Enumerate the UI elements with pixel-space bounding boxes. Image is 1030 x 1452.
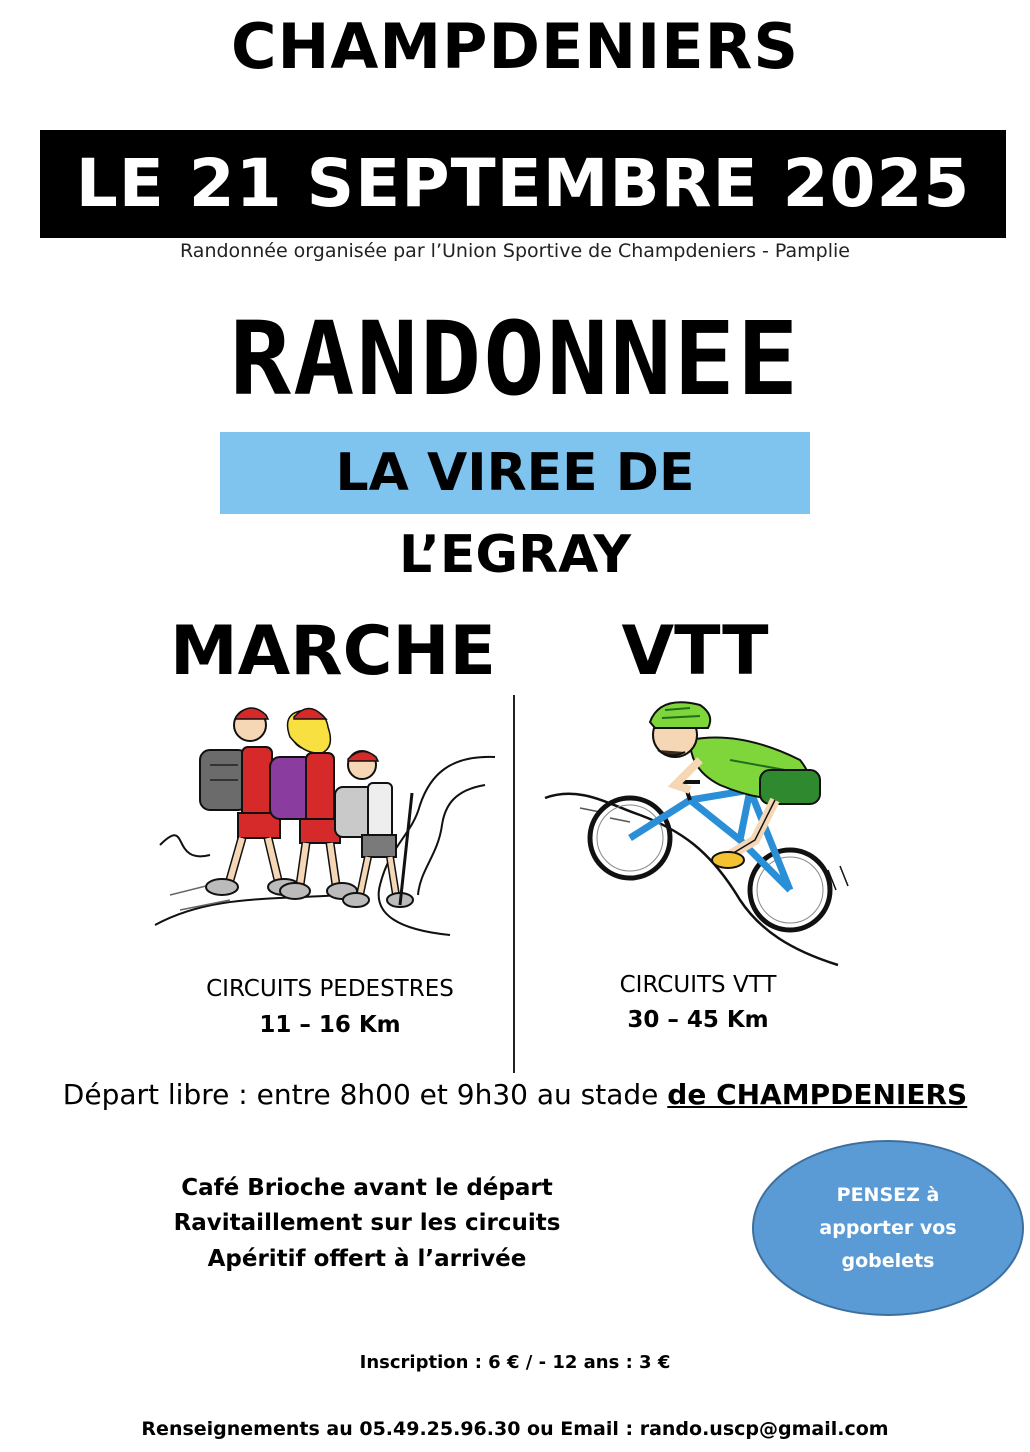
date-banner (40, 130, 1006, 238)
column-divider (513, 695, 515, 1073)
departure-text: Départ libre : entre 8h00 et 9h30 au stade (62, 1078, 668, 1111)
hikers-illustration (150, 695, 500, 940)
reminder-line: PENSEZ à (836, 1183, 940, 1206)
event-type-title: RANDONNEE (229, 300, 801, 419)
reminder-line: gobelets (841, 1249, 935, 1272)
event-subtitle: LA VIREE DE L’EGRAY (335, 443, 695, 585)
vtt-circuits-label: CIRCUITS VTT (619, 972, 777, 998)
reminder-line: apporter vos (819, 1216, 957, 1239)
service-item: Apéritif offert à l’arrivée (207, 1246, 527, 1272)
event-subtitle-banner (220, 432, 810, 585)
service-item: Ravitaillement sur les circuits (173, 1210, 561, 1236)
cyclist-illustration (540, 690, 860, 970)
inscription-fees: Inscription : 6 € / - 12 ans : 3 € (359, 1352, 671, 1373)
marche-title: MARCHE (170, 612, 496, 691)
contact-info: Renseignements au 05.49.25.96.30 ou Email : rando.uscp@gmail.com (141, 1418, 889, 1440)
pedestrian-distance: 11 – 16 Km (259, 1012, 401, 1038)
event-date: LE 21 SEPTEMBRE 2025 (75, 145, 971, 222)
departure-place: de CHAMPDENIERS (667, 1078, 968, 1111)
pedestrian-circuits-label: CIRCUITS PEDESTRES (206, 976, 454, 1002)
departure-info (0, 1078, 1030, 1111)
vtt-distance: 30 – 45 Km (627, 1007, 769, 1033)
town-title: CHAMPDENIERS (230, 10, 800, 83)
service-item: Café Brioche avant le départ (181, 1175, 553, 1201)
vtt-title: VTT (621, 612, 769, 691)
cup-reminder-bubble (752, 1140, 1024, 1316)
organizer-line: Randonnée organisée par l’Union Sportive de Champdeniers - Pamplie (180, 240, 850, 262)
